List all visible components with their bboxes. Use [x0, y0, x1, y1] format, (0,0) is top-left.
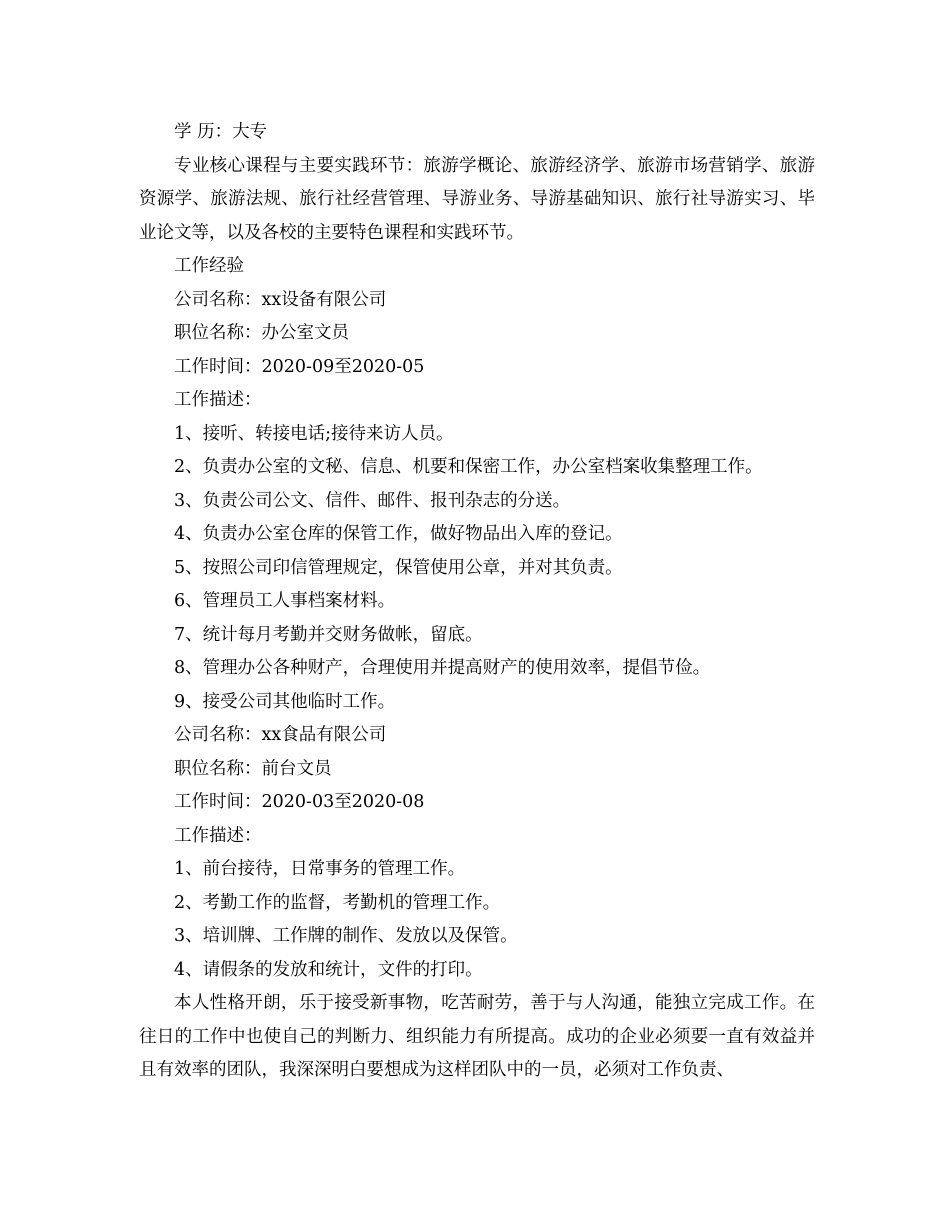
position-name-2: 职位名称：前台文员 [174, 758, 332, 779]
duty-item: 2、负责办公室的文秘、信息、机要和保密工作，办公室档案收集整理工作。 [174, 457, 763, 477]
document-body [139, 116, 815, 1088]
duty-item: 1、前台接待，日常事务的管理工作。 [174, 859, 466, 879]
work-experience-heading: 工作经验 [174, 256, 244, 276]
company-name-2: 公司名称：xx食品有限公司 [174, 725, 387, 745]
core-courses-paragraph: 专业核心课程与主要实践环节：旅游学概论、旅游经济学、旅游市场营销学、旅游资源学、旅游法规、旅行社经营管理、导游业务、导游基础知识、旅行社导游实习、毕业论文等，以及各校的主要特色课程和实践环节。 [139, 155, 815, 243]
work-period-1: 工作时间：2020-09至2020-05 [174, 356, 425, 377]
education-line: 学 历：大专 [174, 122, 268, 142]
duty-item: 2、考勤工作的监督，考勤机的管理工作。 [174, 892, 501, 913]
duty-item: 1、接听、转接电话;接待来访人员。 [174, 423, 454, 444]
position-name-1: 职位名称：办公室文员 [174, 323, 349, 343]
self-evaluation-paragraph: 本人性格开朗，乐于接受新事物，吃苦耐劳，善于与人沟通，能独立完成工作。在往日的工作中也使自己的判断力、组织能力有所提高。成功的企业必须要一直有效益并且有效率的团队，我深深明白要想成为这样团队中的一员，必须对工作负责、 [139, 993, 815, 1080]
duty-item: 8、管理办公各种财产，合理使用并提高财产的使用效率，提倡节俭。 [174, 658, 711, 678]
job-description-label-1: 工作描述： [174, 390, 262, 410]
duty-item: 7、统计每月考勤并交财务做帐，留底。 [174, 624, 483, 645]
duty-item: 9、接受公司其他临时工作。 [174, 691, 396, 712]
work-period-2: 工作时间：2020-03至2020-08 [174, 792, 425, 812]
duty-item: 6、管理员工人事档案材料。 [174, 591, 396, 611]
duty-item: 5、按照公司印信管理规定，保管使用公章，并对其负责。 [174, 557, 623, 578]
duty-item: 3、负责公司公文、信件、邮件、报刊杂志的分送。 [174, 490, 571, 511]
company-name-1: 公司名称：xx设备有限公司 [174, 289, 387, 310]
duty-item: 3、培训牌、工作牌的制作、发放以及保管。 [174, 926, 518, 946]
duty-item: 4、请假条的发放和统计，文件的打印。 [174, 959, 483, 980]
job-description-label-2: 工作描述： [174, 825, 262, 846]
duty-item: 4、负责办公室仓库的保管工作，做好物品出入库的登记。 [174, 524, 623, 544]
